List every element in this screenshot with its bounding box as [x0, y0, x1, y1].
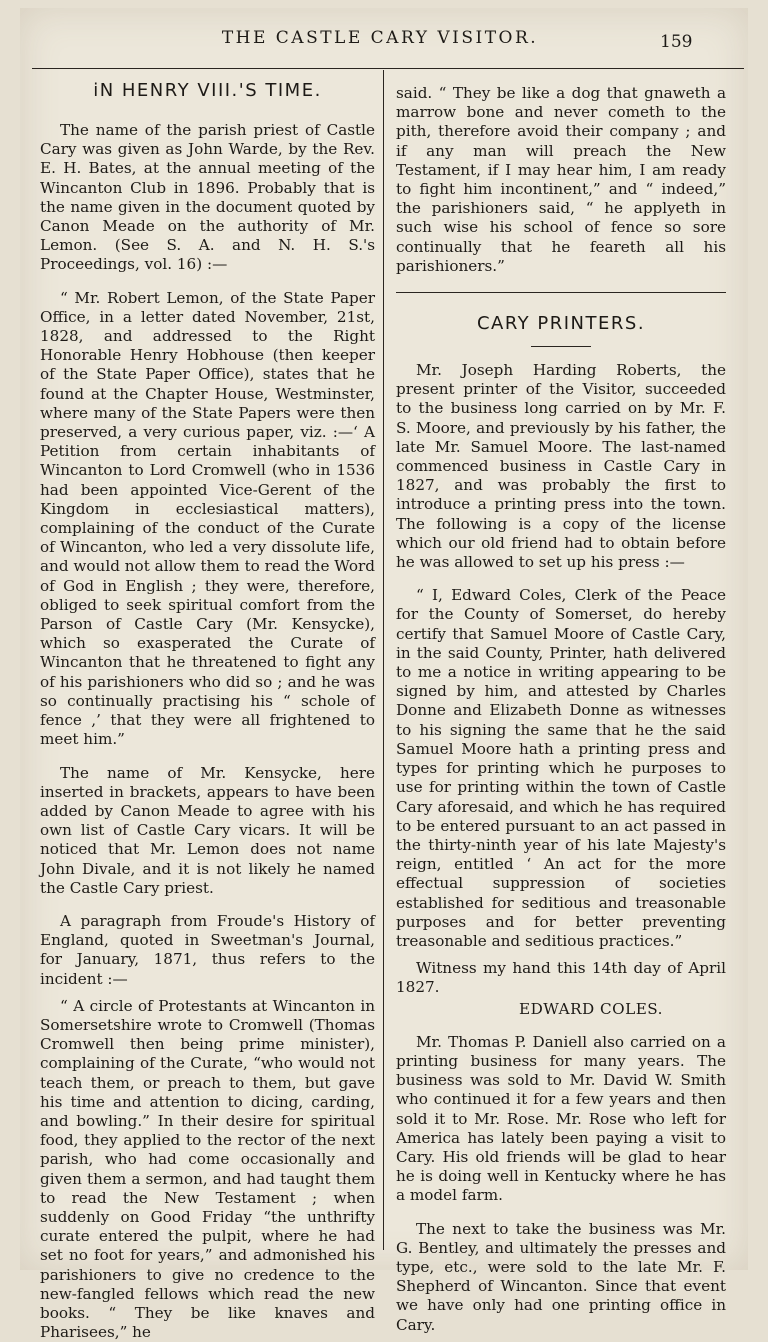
header-rule [32, 68, 744, 69]
running-header-title: THE CASTLE CARY VISITOR. [221, 28, 539, 48]
paragraph: Mr. Thomas P. Daniell also carried on a printing business for many years. The business was sold to Mr. David W. Smith who continued it for a few years and then sold it to Mr. Rose. Mr. Rose who left for America has lately been paying a visit to Cary. His old friends will be glad to hear he is doing well in Kentucky where he has a model farm. [396, 1032, 726, 1205]
paragraph: A paragraph from Froude's History of England, quoted in Sweetman's Journal, for January, 1871, thus refers to the incident :— [40, 911, 375, 988]
paragraph: Witness my hand this 14th day of April 1827. [396, 959, 726, 997]
section-heading-henry-viii: iN HENRY VIII.'S TIME. [93, 80, 322, 101]
quoted-paragraph: “ A circle of Protestants at Wincanton in Somersetshire wrote to Cromwell (Thomas Cromwell then being prime minister), complaining of the Curate, “who would not teach them, or preach to them, but gave his time and attention to dicing, carding, and bowling.” In their desire for spiritual food, they applied to the rector of the next parish, who had come occasionally and given them a sermon, and had taught them to read the New Testament ; when suddenly on Good Friday “the unthrifty curate entered the pulpit, where he had set no foot for years,” and admonished his parishioners to give no credence to the new-fangled fellows which read the new books. “ They be like knaves and Pharisees,” he [40, 996, 375, 1342]
left-column [40, 80, 375, 1342]
quoted-license: “ I, Edward Coles, Clerk of the Peace for the County of Somerset, do hereby certify that Samuel Moore of Castle Cary, in the said County, Printer, hath delivered to me a notice in writing appearing to be signed by him, and attested by Charles Donne and Elizabeth Donne as witnesses to his signing the same that he the said Samuel Moore hath a printing press and types for printing which he purposes to use for printing within the town of Castle Cary aforesaid, and which he has required to be entered pursuant to an act passed in the thirty-ninth year of his late Majesty's reign, entitled ‘ An act for the more effectual suppression of societies established for seditious and treasonable purposes and for better preventing treasonable and seditious practices.” [396, 586, 726, 950]
page-number: 159 [660, 32, 693, 52]
paragraph: Mr. Joseph Harding Roberts, the present printer of the Visitor, succeeded to the business long carried on by Mr. F. S. Moore, and previously by his father, the late Mr. Samuel Moore. The last-named commenced business in Castle Cary in 1827, and was probably the first to introduce a printing press into the town. The following is a copy of the license which our old friend had to obtain before he was allowed to set up his press :— [396, 361, 726, 572]
right-column [396, 84, 726, 1335]
heading-underline [531, 346, 591, 347]
section-heading-cary-printers: CARY PRINTERS. [476, 313, 646, 335]
column-divider [383, 70, 384, 1250]
continued-paragraph: said. “ They be like a dog that gnaweth a marrow bone and never cometh to the pith, therefore avoid their company ; and if any man will preach the New Testament, if I may hear him, I am ready to fight him incontinent,” and “ indeed,” the parishioners said, “ he applyeth in such wise his school of fence so sore continually that he feareth all his parishioners.” [396, 84, 726, 275]
quoted-paragraph: “ Mr. Robert Lemon, of the State Paper Office, in a letter dated November, 21st, 1828, and addressed to the Right Honorable Henry Hobhouse (then keeper of the State Paper Office), states that he found at the Chapter House, Westminster, where many of the State Papers were then preserved, a very curious paper, viz. :—‘ A Petition from certain inhabitants of Wincanton to Lord Cromwell (who in 1536 had been appointed Vice-Gerent of the Kingdom in ecclesiastical matters), complaining of the conduct of the Curate of Wincanton, who led a very dissolute life, and would not allow them to read the Word of God in English ; they were, therefore, obliged to seek spiritual comfort from the Parson of Castle Cary (Mr. Kensycke), which so exasperated the Curate of Wincanton that he threatened to fight any of his parishioners who did so ; and he was so continually practising his “ schole of fence ,’ that they were all frightened to meet him.” [40, 288, 375, 749]
paragraph: The name of the parish priest of Castle Cary was given as John Warde, by the Rev. E. H. Bates, at the annual meeting of the Wincanton Club in 1896. Probably that is the name given in the document quoted by Canon Meade on the authority of Mr. Lemon. (See S. A. and N. H. S.'s Proceedings, vol. 16) :— [40, 121, 375, 274]
signature: EDWARD COLES. [519, 999, 663, 1018]
paragraph: The next to take the business was Mr. G. Bentley, and ultimately the presses and type, etc., were sold to the late Mr. F. Shepherd of Wincanton. Since that event we have only had one printing office in Cary. [396, 1219, 726, 1334]
paragraph: The name of Mr. Kensycke, here inserted in brackets, appears to have been added by Canon Meade to agree with his own list of Castle Cary vicars. It will be noticed that Mr. Lemon does not name John Divale, and it is not likely he named the Castle Cary priest. [40, 763, 375, 897]
section-rule [396, 292, 726, 293]
